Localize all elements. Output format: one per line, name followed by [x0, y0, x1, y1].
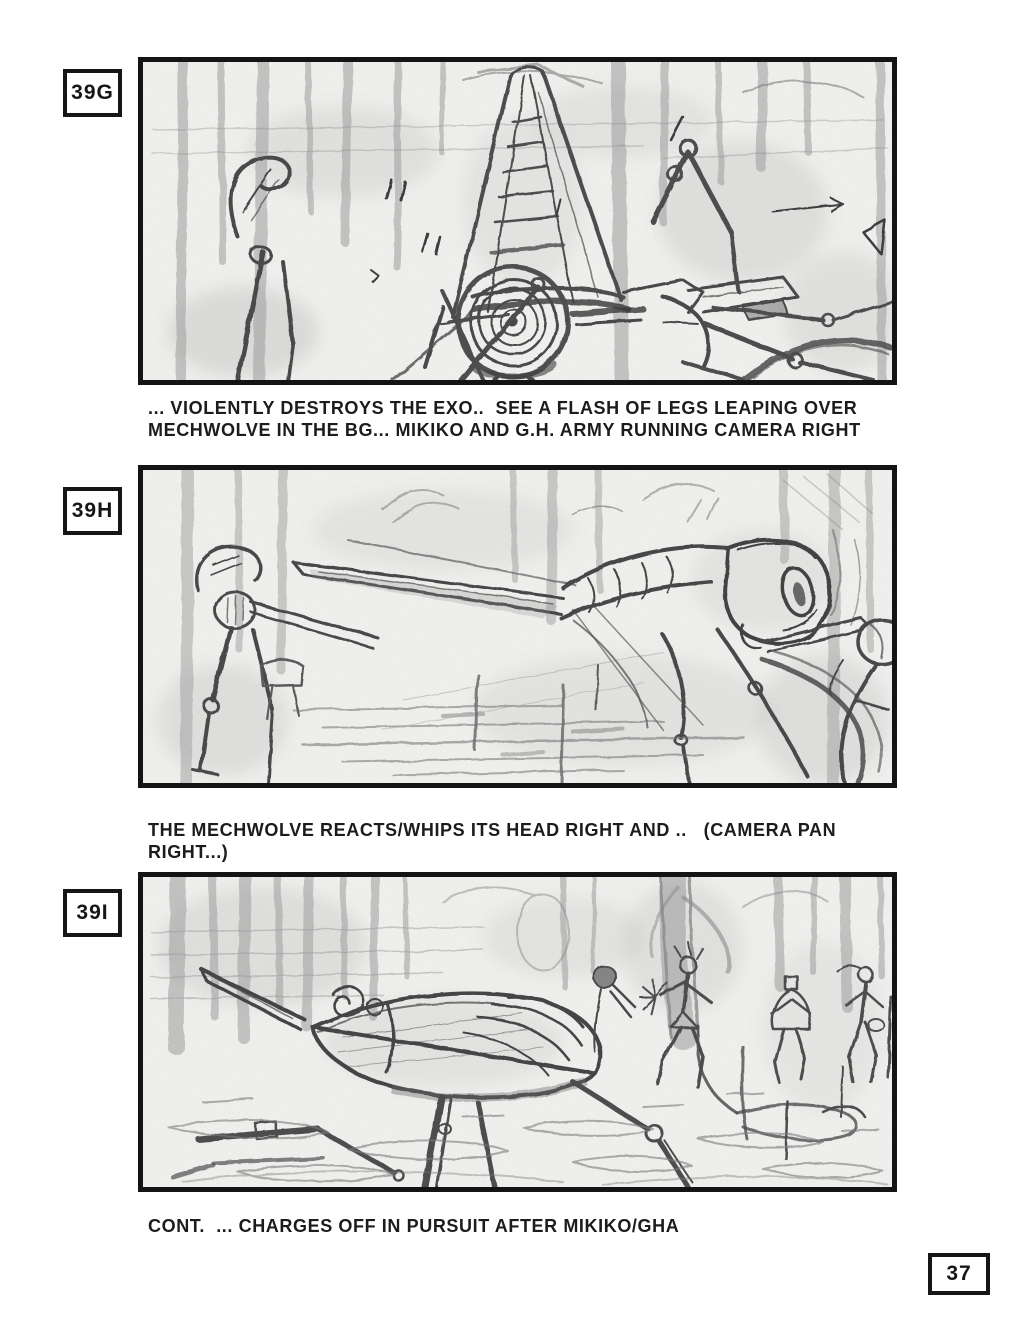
shot-label: 39H: [71, 499, 114, 522]
storyboard-panel-39g: [138, 57, 897, 385]
shot-label: 39I: [76, 901, 109, 924]
caption-line: CONT. ... CHARGES OFF IN PURSUIT AFTER MIKIKO/GHA: [148, 1216, 680, 1236]
page-number-box: [928, 1253, 990, 1295]
storyboard-panel-39h: [138, 465, 897, 788]
caption-39i: [148, 1216, 679, 1238]
shot-label-box-39h: [63, 487, 122, 535]
caption-line: THE MECHWOLVE REACTS/WHIPS ITS HEAD RIGHT AND .. (CAMERA PAN: [148, 820, 837, 840]
page-number: 37: [946, 1262, 972, 1285]
caption-39h: [148, 820, 836, 863]
shot-label-box-39i: [63, 889, 122, 937]
caption-line: MECHWOLVE IN THE BG... MIKIKO AND G.H. ARMY RUNNING CAMERA RIGHT: [148, 419, 861, 440]
caption-39g: [148, 398, 861, 441]
caption-line: ... VIOLENTLY DESTROYS THE EXO.. SEE A FLASH OF LEGS LEAPING OVER: [148, 398, 858, 418]
sketch-39g-mech-rear-view: [143, 62, 892, 380]
sketch-39i-mech-pursuit: [143, 877, 892, 1187]
shot-label: 39G: [71, 81, 114, 104]
storyboard-panel-39i: [138, 872, 897, 1192]
shot-label-box-39g: [63, 69, 122, 117]
sketch-39h-mechwolve-head-whip: [143, 470, 892, 783]
caption-line: RIGHT...): [148, 841, 229, 862]
